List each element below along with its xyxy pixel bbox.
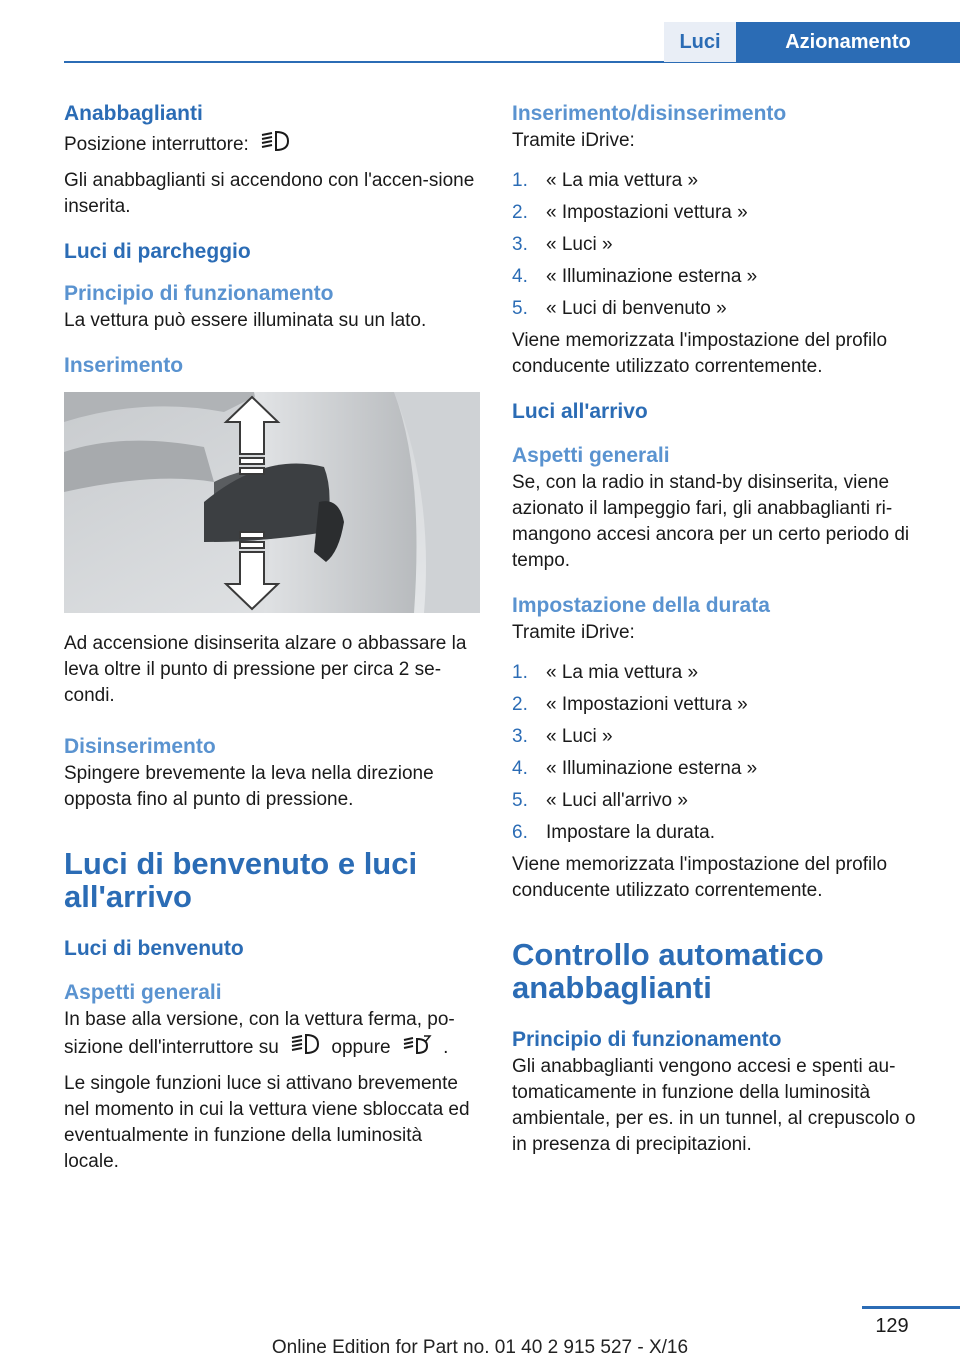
arrivo-heading: Luci all'arrivo: [512, 400, 648, 423]
list-item: 2. « Impostazioni vettura »: [512, 694, 748, 715]
auto-main-heading: Controllo automatico anabbaglianti: [512, 937, 824, 1005]
list-item: 5. « Luci all'arrivo »: [512, 790, 688, 811]
aspetti-text-a: In base alla versione, con la vettura ferma, po-sizione dell'interruttore su: [64, 1009, 455, 1059]
list-item: 5. « Luci di benvenuto »: [512, 298, 727, 319]
low-beam-icon: [260, 130, 290, 160]
footer-edition: Online Edition for Part no. 01 40 2 915 527 - X/16: [271, 1337, 689, 1358]
inserimento-text: Ad accensione disinserita alzare o abbassare la leva oltre il punto di pressione per circa 2 se-condi.: [64, 633, 467, 706]
page-number: 129: [875, 1315, 909, 1337]
stalk-lever-photo: [64, 392, 480, 613]
list-item: 1. « La mia vettura »: [512, 662, 699, 683]
auto-light-icon: [402, 1033, 432, 1063]
arrivo-aspetti-text: Se, con la radio in stand-by disinserita, viene azionato il lampeggio fari, gli anabbaglianti ri-mangono accesi ancora per un certo periodo di tempo.: [512, 472, 910, 571]
list-item: 2. « Impostazioni vettura »: [512, 202, 748, 223]
durata-steps-list: [512, 660, 932, 846]
disinserimento-text: Spingere brevemente la leva nella direzione opposta fino al punto di pressione.: [64, 763, 434, 810]
left-column: [64, 100, 482, 1175]
arrivo-aspetti-heading: Aspetti generali: [512, 444, 670, 467]
auto-principio-text: Gli anabbaglianti vengono accesi e spenti au-tomaticamente in funzione della luminosità ambientale, per es. in un tunnel, al crepuscolo o in presenza di precipitazioni.: [512, 1056, 916, 1155]
anabbaglianti-heading: Anabbaglianti: [64, 102, 203, 125]
right-column: [512, 100, 932, 1158]
list-item: 3. « Luci »: [512, 726, 613, 747]
parcheggio-heading: Luci di parcheggio: [64, 240, 251, 263]
page-number-rule: [862, 1306, 960, 1309]
durata-intro: Tramite iDrive:: [512, 622, 635, 643]
list-item: 3. « Luci »: [512, 234, 613, 255]
tab-section[interactable]: Luci: [664, 22, 736, 62]
low-beam-icon: [290, 1033, 320, 1063]
switch-position-label: Posizione interruttore:: [64, 134, 249, 156]
tab-chapter[interactable]: Azionamento: [736, 22, 960, 62]
disinserimento-heading: Disinserimento: [64, 735, 216, 758]
principio-text: La vettura può essere illuminata su un lato.: [64, 310, 427, 331]
list-item: 1. « La mia vettura »: [512, 170, 699, 191]
ins-note: Viene memorizzata l'impostazione del profilo conducente utilizzato correntemente.: [512, 330, 888, 377]
ins-disins-heading: Inserimento/disinserimento: [512, 102, 787, 125]
aspetti-text-2: Le singole funzioni luce si attivano brevemente nel momento in cui la vettura viene sbloccata ed eventualmente in funzione della luminosità locale.: [64, 1073, 470, 1172]
durata-heading: Impostazione della durata: [512, 594, 770, 617]
list-item: 4. « Illuminazione esterna »: [512, 266, 758, 287]
list-item: 4. « Illuminazione esterna »: [512, 758, 758, 779]
switch-position-line: [64, 130, 482, 160]
principio-heading: Principio di funzionamento: [64, 282, 334, 305]
benvenuto-main-heading: Luci di benvenuto e luci all'arrivo: [64, 846, 418, 914]
aspetti-text-end: .: [443, 1037, 449, 1059]
list-item: 6. Impostare la durata.: [512, 822, 715, 843]
ins-steps-list: [512, 168, 932, 322]
benvenuto-heading: Luci di benvenuto: [64, 937, 244, 960]
anabbaglianti-text: Gli anabbaglianti si accendono con l'accen-sione inserita.: [64, 170, 475, 217]
ins-intro: Tramite iDrive:: [512, 130, 635, 151]
aspetti-text-or: oppure: [331, 1037, 391, 1059]
inserimento-heading: Inserimento: [64, 354, 184, 377]
aspetti-text: [64, 1007, 482, 1063]
aspetti-heading: Aspetti generali: [64, 981, 222, 1004]
durata-note: Viene memorizzata l'impostazione del profilo conducente utilizzato correntemente.: [512, 854, 888, 901]
auto-principio-heading: Principio di funzionamento: [512, 1028, 782, 1051]
